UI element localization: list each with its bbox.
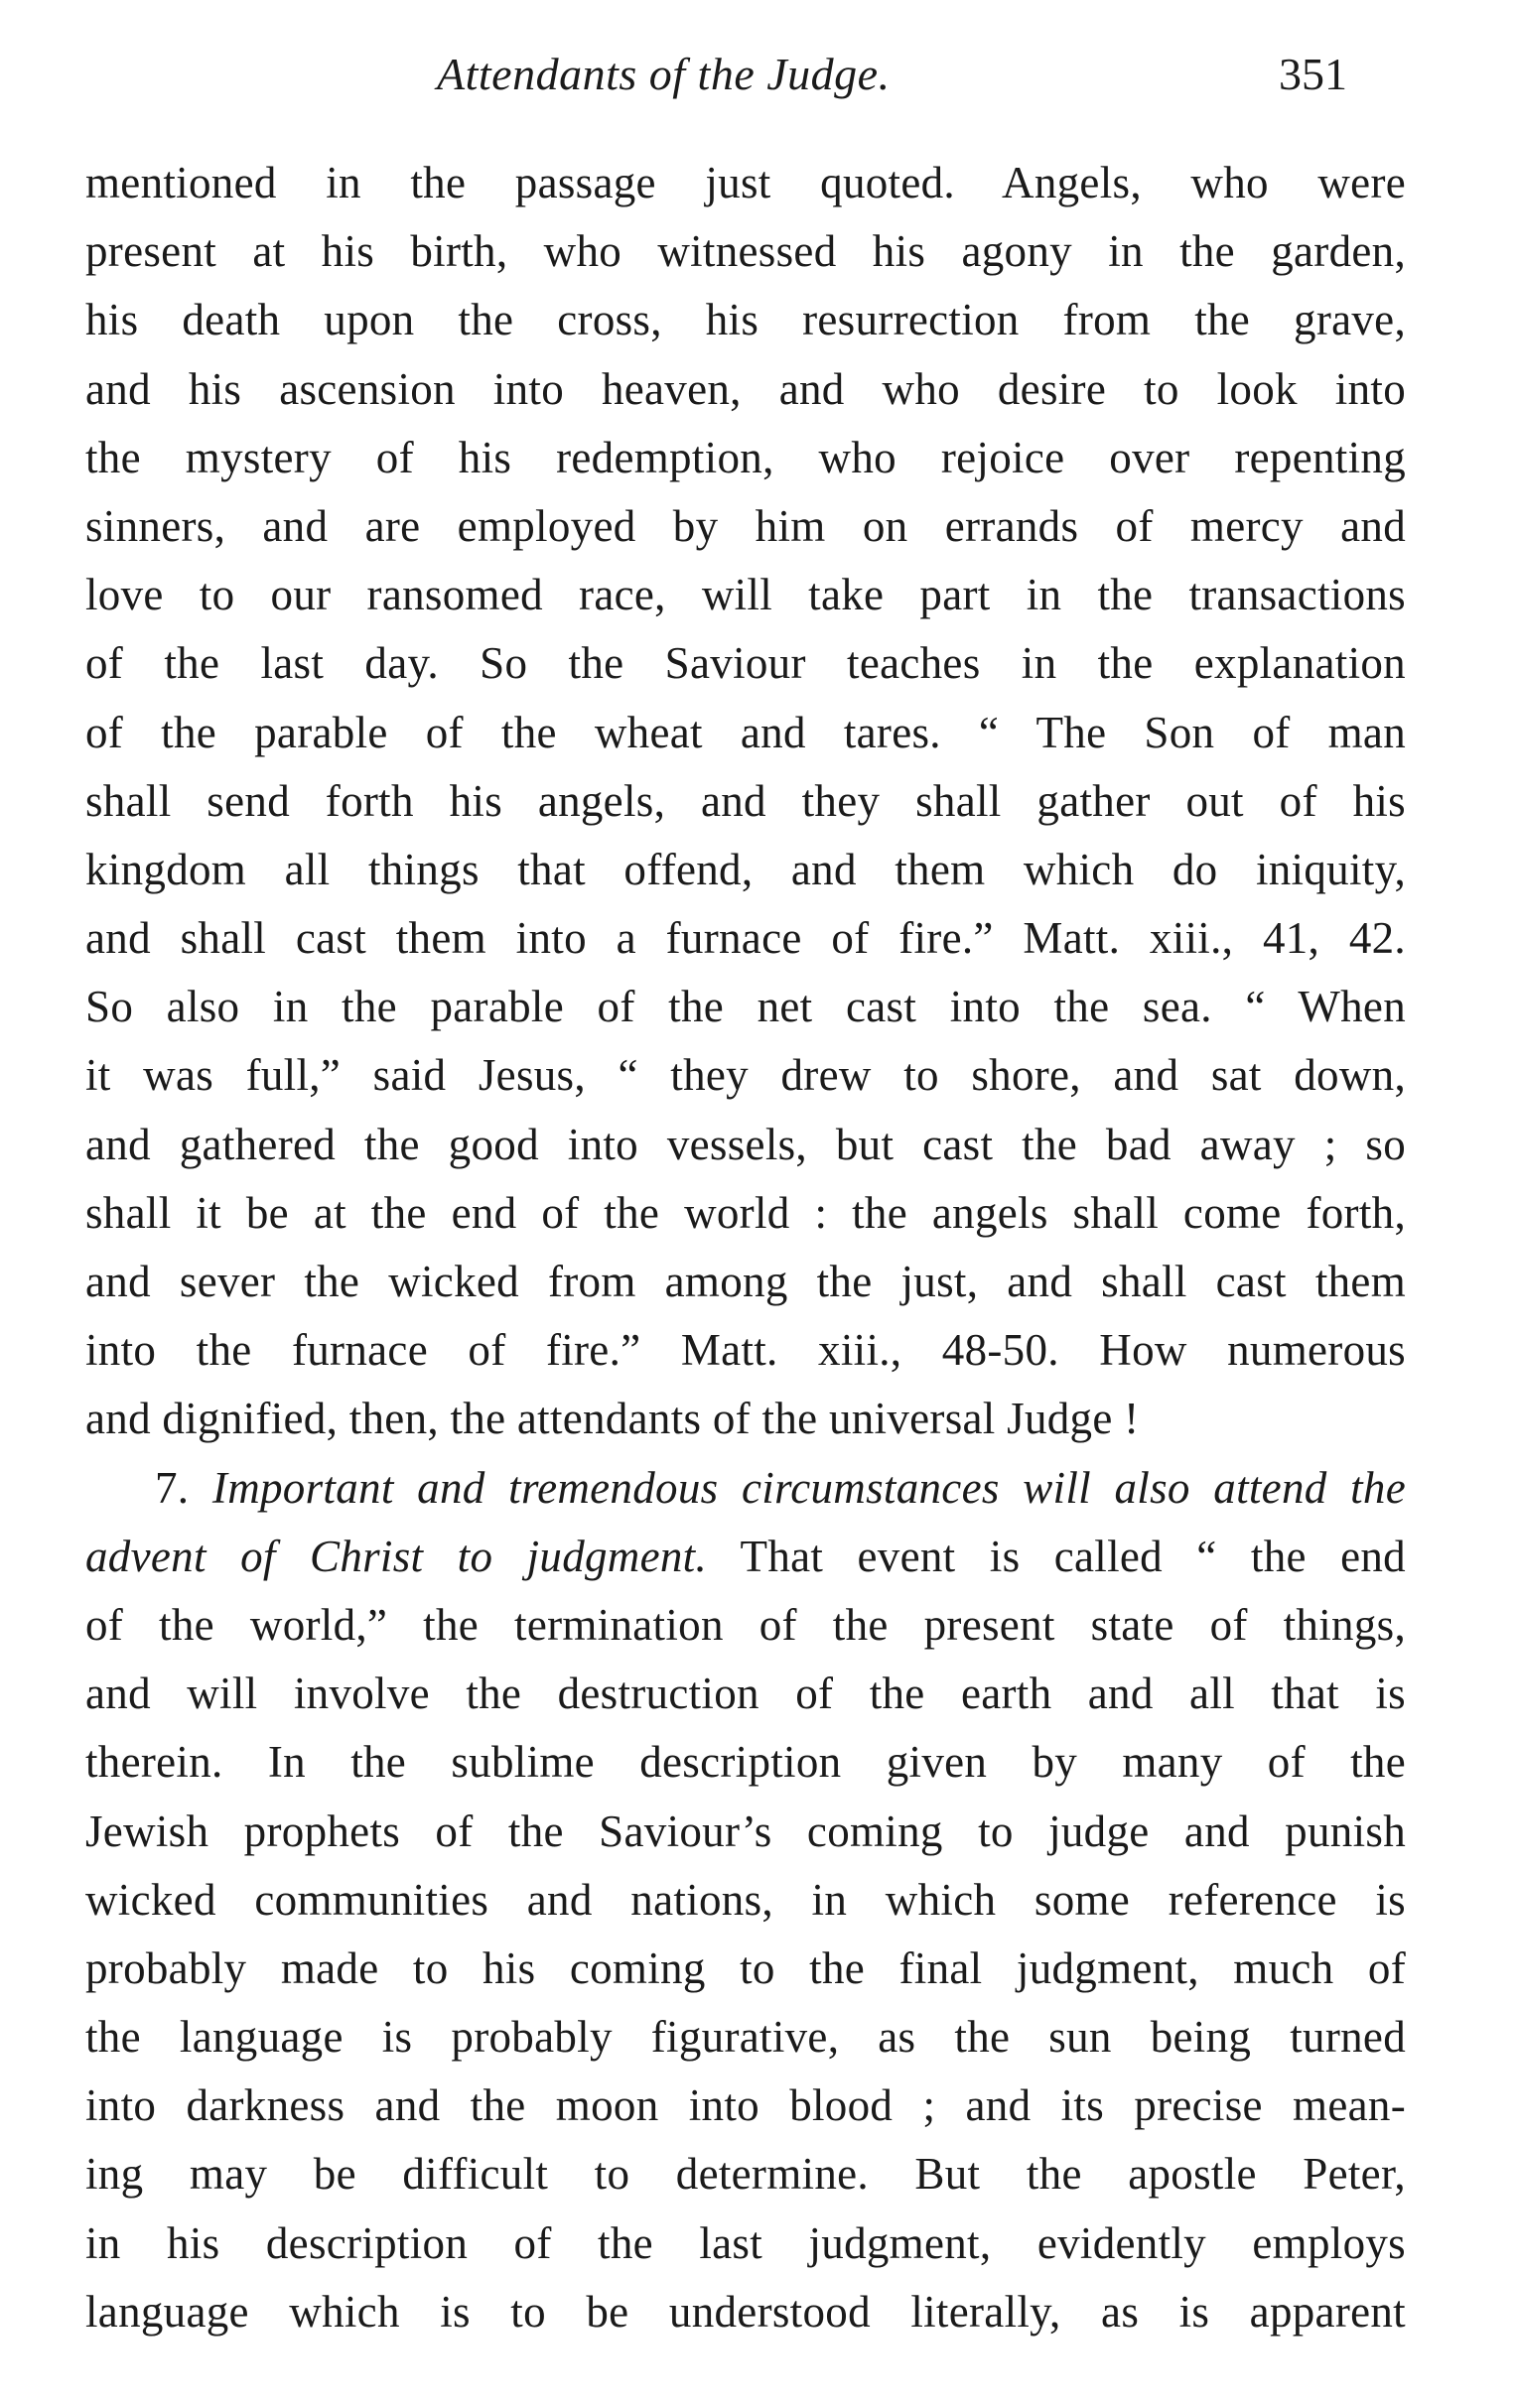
text-line: shall send forth his angels, and they shall gather out of his [85, 775, 1406, 826]
text-line: in his description of the last judgment, evidently employs [85, 2217, 1406, 2268]
paragraph-7-heading-part2: advent of Christ to judgment. [85, 1531, 708, 1581]
text-line: love to our ransomed race, will take part in the transactions [85, 570, 1406, 620]
paragraph-7-second-line [85, 1523, 1406, 1591]
text-line: the language is probably figurative, as the sun being turned [85, 2012, 1406, 2063]
text-line: and his ascension into heaven, and who desire to look into [85, 363, 1406, 414]
text-line: ing may be difficult to determine. But the apostle Peter, [85, 2149, 1406, 2200]
text-line: probably made to his coming to the final judgment, much of [85, 1942, 1406, 1993]
text-line: of the world,” the termination of the present state of things, [85, 1599, 1406, 1650]
text-line: kingdom all things that offend, and them which do iniquity, [85, 844, 1406, 894]
text-line: wicked communities and nations, in which some reference is [85, 1874, 1406, 1925]
text-line: into the furnace of fire.” Matt. xiii., 48-50. How numerous [85, 1325, 1406, 1376]
page-number: 351 [1279, 49, 1347, 99]
text-line: of the last day. So the Saviour teaches in the explanation [85, 638, 1406, 689]
text-line: and shall cast them into a furnace of fire.” Matt. xiii., 41, 42. [85, 913, 1406, 964]
text-line: Jewish prophets of the Saviour’s coming to judge and punish [85, 1806, 1406, 1856]
text-line: and sever the wicked from among the just, and shall cast them [85, 1257, 1406, 1306]
running-title: Attendants of the Judge. [437, 49, 891, 99]
paragraph-7-heading-line [85, 1454, 1406, 1523]
text-line: So also in the parable of the net cast into the sea. “ When [85, 982, 1406, 1032]
text-line: into darkness and the moon into blood ; and its precise mean- [85, 2080, 1406, 2131]
running-head [0, 48, 1517, 107]
text-line: shall it be at the end of the world : the angels shall come forth, [85, 1187, 1406, 1238]
body-text [85, 149, 1406, 2346]
text-line: therein. In the sublime description given by many of the [85, 1737, 1406, 1788]
text-line: mentioned in the passage just quoted. Angels, who were [85, 158, 1406, 207]
paragraph-number: 7. [155, 1462, 190, 1513]
text-line: of the parable of the wheat and tares. “ The Son of man [85, 707, 1406, 757]
text-line: language which is to be understood literally, as is apparent [85, 2286, 1406, 2337]
text-line: and dignified, then, the attendants of the universal Judge ! [85, 1394, 1140, 1444]
text-line: and gathered the good into vessels, but cast the bad away ; so [85, 1119, 1406, 1169]
text-line: the mystery of his redemption, who rejoice over repenting [85, 432, 1406, 482]
paragraph-7-line-rest: That event is called “ the end [740, 1531, 1406, 1581]
paragraph-7-heading-part1: Important and tremendous circumstances will also attend the [211, 1462, 1406, 1513]
text-line: present at his birth, who witnessed his agony in the garden, [85, 226, 1406, 277]
text-line: it was full,” said Jesus, “ they drew to shore, and sat down, [85, 1050, 1406, 1101]
text-line: sinners, and are employed by him on errands of mercy and [85, 500, 1406, 551]
text-line: his death upon the cross, his resurrection from the grave, [85, 295, 1406, 345]
text-line: and will involve the destruction of the earth and all that is [85, 1669, 1406, 1719]
